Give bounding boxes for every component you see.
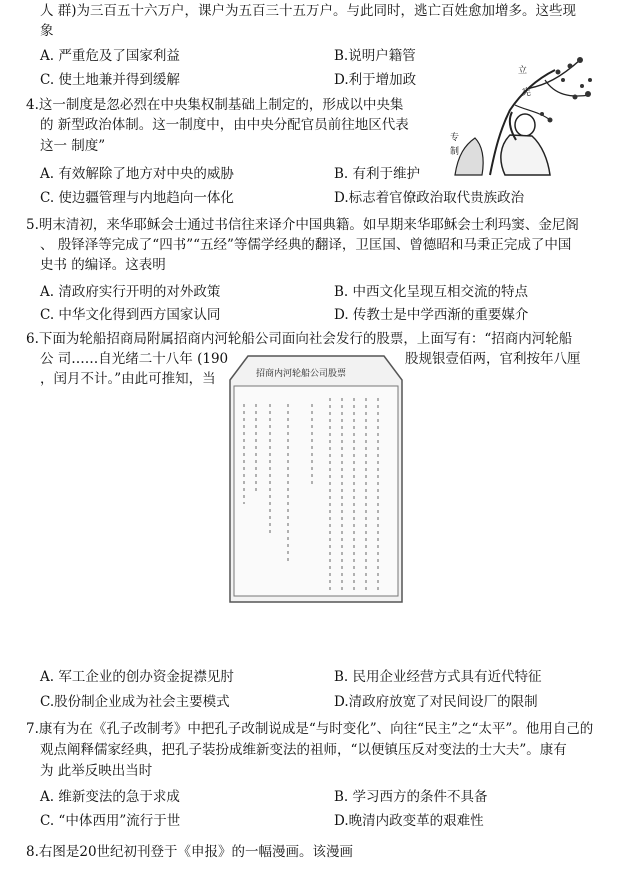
stock-certificate-drawing [228, 354, 404, 604]
q6-option-d[interactable]: D.清政府放宽了对民间设厂的限制 [334, 694, 538, 710]
q5-stem-line1: 5.明末清初，来华耶稣会士通过书信往来译介中国典籍。如早期来华耶稣会士利玛窦、金尼阁 [26, 217, 579, 233]
q3-option-d[interactable]: D.利于增加政 [334, 72, 417, 88]
q6-option-a[interactable]: A. 军工企业的创办资金捉襟见肘 [40, 669, 234, 685]
q7-option-b[interactable]: B. 学习西方的条件不具备 [334, 789, 488, 805]
q4-option-a[interactable]: A. 有效解除了地方对中央的威胁 [40, 166, 234, 182]
q7-stem-line1: 7.康有为在《孔子改制考》中把孔子改制说成是“与时变化”、向往“民主”之“太平”。他用自己的 [26, 721, 594, 737]
q3-option-a[interactable]: A. 严重危及了国家利益 [40, 48, 180, 64]
q4-option-d[interactable]: D.标志着官僚政治取代贵族政治 [334, 190, 525, 206]
cartoon-label-left2: 制 [450, 147, 460, 157]
q7-option-d[interactable]: D.晚清内政变革的艰难性 [334, 813, 484, 829]
q4-option-c[interactable]: C. 使边疆管理与内地趋向一体化 [40, 190, 234, 206]
cartoon-label-top: 立 [518, 66, 528, 76]
q3-intro-cont: 象 [40, 23, 54, 39]
q5-option-c[interactable]: C. 中华文化得到西方国家认同 [40, 307, 221, 323]
cartoon-drawing [430, 50, 602, 180]
q6-option-c[interactable]: C.股份制企业成为社会主要模式 [40, 694, 230, 710]
q3-option-b[interactable]: B.说明户籍管 [334, 48, 416, 64]
q5-option-a[interactable]: A. 清政府实行开明的对外政策 [40, 284, 221, 300]
cartoon-label-left1: 专 [450, 133, 460, 143]
cartoon-label-middle: 宪 [522, 88, 532, 98]
q4-option-b[interactable]: B. 有利于维护 [334, 166, 421, 182]
q5-option-d[interactable]: D. 传教士是中学西渐的重要媒介 [334, 307, 529, 323]
q4-stem-line3: 这一 制度” [40, 138, 106, 154]
q6-stem-line1: 6.下面为轮船招商局附属招商内河轮船公司面向社会发行的股票，上面写有：“招商内河轮船 [26, 331, 573, 347]
q8-stem-line1: 8.右图是20世纪初刊登于《申报》的一幅漫画。该漫画 [26, 844, 354, 860]
q6-stem-line2b: 股规银壹佰两，官利按年八厘 [405, 351, 581, 367]
q6-stem-line2a: 公 司……自光绪二十八年 (190 [40, 351, 229, 367]
cartoon-illustration [430, 50, 602, 180]
q3-option-c[interactable]: C. 使土地兼并得到缓解 [40, 72, 180, 88]
q6-option-b[interactable]: B. 民用企业经营方式具有近代特征 [334, 669, 542, 685]
q7-option-c[interactable]: C. “中体西用”流行于世 [40, 813, 181, 829]
stock-certificate-image [228, 354, 404, 604]
q5-stem-line3: 史书 的编译。这表明 [40, 257, 166, 273]
q7-stem-line2: 观点阐释儒家经典，把孔子装扮成维新变法的祖师，“以便镇压反对变法的士大夫”。康有 [40, 742, 567, 758]
q6-stem-line3a: ，闰月不计。”由此可推知，当 [40, 371, 216, 387]
q4-stem-line2: 的 新型政治体制。这一制度中，由中央分配官员前往地区代表 [40, 117, 409, 133]
q5-option-b[interactable]: B. 中西文化呈现互相交流的特点 [334, 284, 529, 300]
q7-stem-line3: 为 此举反映出当时 [40, 763, 153, 779]
q5-stem-line2: 、 殷铎泽等完成了“四书”“五经”等儒学经典的翻译，卫匡国、曾德昭和马秉正完成了中国 [40, 237, 572, 253]
stock-certificate-title: 招商内河轮船公司股票 [256, 369, 347, 379]
q7-option-a[interactable]: A. 维新变法的急于求成 [40, 789, 180, 805]
q3-intro: 人 群)为三百五十六万户，课户为五百三十五万户。与此同时，逃亡百姓愈加增多。这些现 [40, 3, 577, 19]
q4-stem-line1: 4.这一制度是忽必烈在中央集权制基础上制定的，形成以中央集 [26, 97, 404, 113]
